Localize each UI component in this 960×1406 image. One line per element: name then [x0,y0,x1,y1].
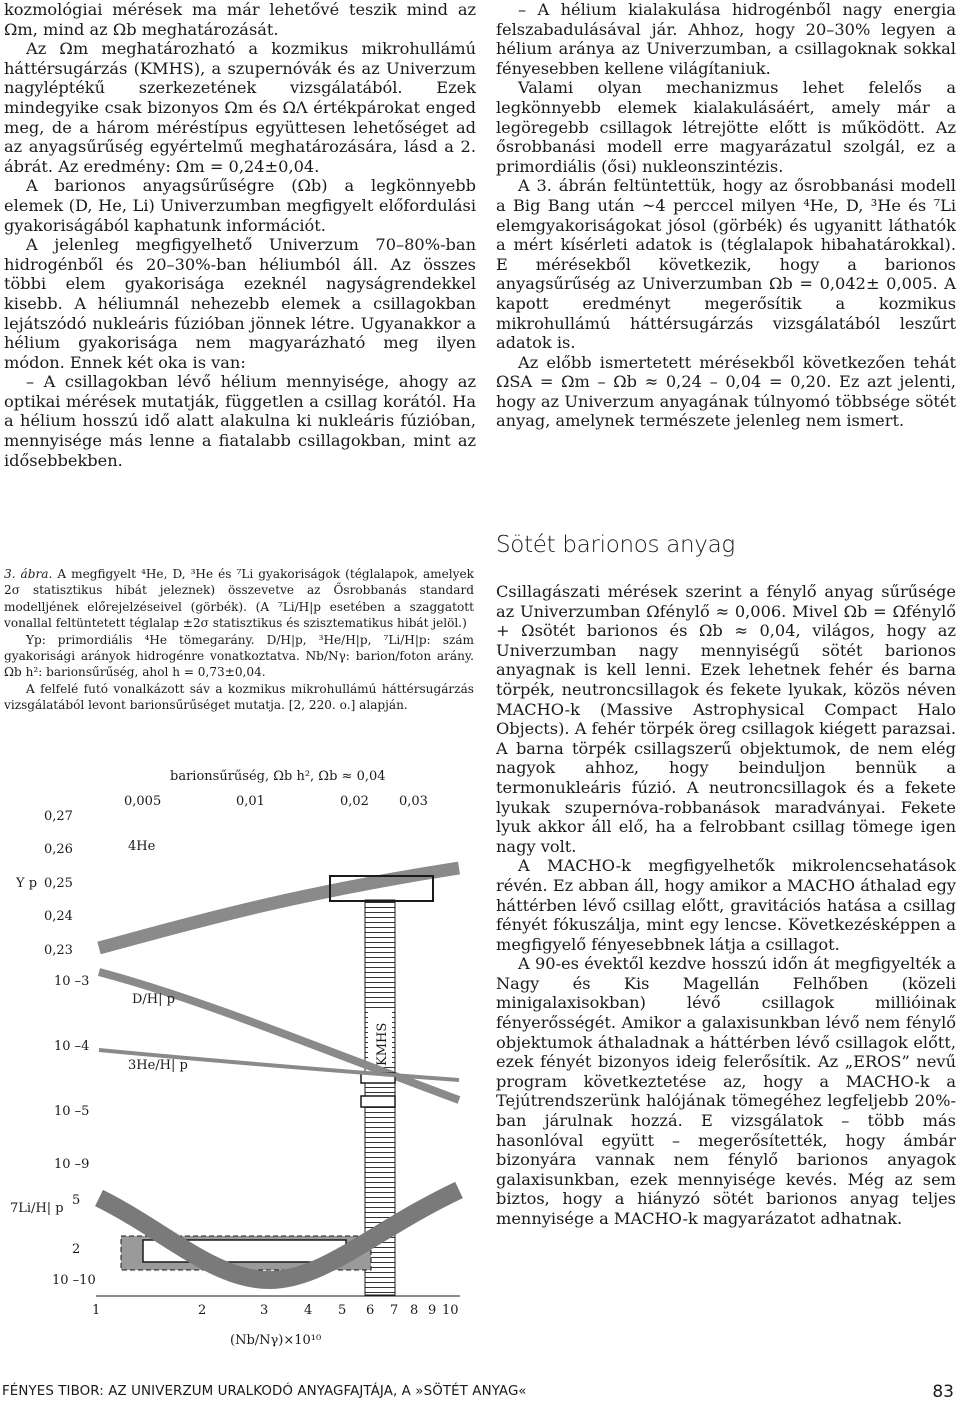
x-tick: 8 [410,1303,419,1318]
log-tick: 10 –9 [54,1157,90,1172]
log-tick: 10 –4 [54,1039,90,1054]
caption-text-1: A megfigyelt ⁴He, D, ³He és ⁷Li gyakoriságok (téglalapok, amelyek 2σ statisztikus hibát jeleznek) összevetve az Ősrobbanás standard modelljének előrejelzéseivel (görbék). (A ⁷Li/H|p esetében a szaggatott vonallal feltüntetett téglalap ±2σ statisztikus és szisztematikus hibát jelöl.) [4,567,474,631]
top-tick: 0,01 [236,794,265,809]
caption-paragraph-2: Yp: primordiális ⁴He tömegarány. D/H|p, ³He/H|p, ⁷Li/H|p: szám gyakorisági arányok hidrogénre vonatkoztatva. Nb/Nγ: barion/foton arány. Ωb h²: barionsűrűség, ahol h = 0,73±0,04. [4,632,474,680]
li-tick: 5 [72,1193,81,1208]
caption-label: 3. ábra. [4,567,53,581]
right-column-section [496,582,956,1229]
caption-paragraph-3: A felfelé futó vonalkázott sáv a kozmikus mikrohullámú háttérsugárzás vizsgálatából levont barionsűrűséget mutatja. [2, 220. o.] alapján. [4,681,474,713]
x-tick: 3 [260,1303,269,1318]
yp-tick: 0,25 [44,876,73,891]
paragraph: kozmológiai mérések ma már lehetővé teszik mind az Ωm, mind az Ωb meghatározását. [4,0,476,39]
x-tick: 7 [390,1303,399,1318]
x-tick: 4 [304,1303,313,1318]
right-column [496,0,956,431]
he4-label: 4He [128,839,156,854]
top-axis-ticks [124,794,428,809]
yp-tick: 0,24 [44,909,73,924]
paragraph: – A csillagokban lévő hélium mennyisége, ahogy az optikai mérések mutatják, független a csillag korától. Ha a hélium hosszú idő alatt alakulna ki nukleáris fúzióban, mennyisége más lenne a fiatalabb csillagokban, mint az idősebbekben. [4,372,476,470]
top-tick: 0,02 [340,794,369,809]
x-axis-label: (Nb/Nγ)×10¹⁰ [230,1333,322,1348]
x-tick: 1 [92,1303,101,1318]
top-tick: 0,005 [124,794,162,809]
paragraph: – A hélium kialakulása hidrogénből nagy energia felszabadulásával jár. Ahhoz, hogy 20–30% legyen a hélium aránya az Univerzumban, a csillagoknak sokkal fényesebben kellene világítaniuk. [496,0,956,78]
yp-tick: 0,26 [44,842,73,857]
li-tick: 2 [72,1242,81,1257]
paragraph: A barionos anyagsűrűségre (Ωb) a legkönnyebb elemek (D, He, Li) Univerzumban megfigyelt előfordulási gyakoriságából kaphatunk információt. [4,176,476,235]
figure-caption [4,566,474,714]
paragraph: Csillagászati mérések szerint a fénylő anyag sűrűsége az Univerzumban Ωfénylő ≈ 0,006. Mivel Ωb = Ωfénylő + Ωsötét barionos és Ωb ≈ 0,04, világos, hogy az Univerzumban nagy mennyiségű sötét barionos anyagnak is kell lenni. Ezek lehetnek fehér és barna törpék, neutroncsillagok és fekete lyukak, közös néven MACHO-k (Massive Astrophysical Compact Halo Objects). A fehér törpék öreg csillagok kiégett parazsai. A barna törpék csillagszerű objektumok, de nem elég nagyok ahhoz, hogy beinduljon bennük a termonukleáris fúzió. A neutroncsillagok és a fekete lyukak szupernóva-robbanások maradványai. Fekete lyuk akkor áll elő, ha a felrobbant csillag tömege igen nagy volt. [496,582,956,856]
he3-h-measurement-box [361,1096,395,1107]
paragraph: A jelenleg megfigyelhető Univerzum 70–80%-ban hidrogénből és 20–30%-ban héliumból áll. Az összes többi elem gyakorisága ezeknél nagyságrendekkel kisebb. A héliumnál nehezebb elemek a csillagokban lejátszódó nukleáris fúzióban jönnek létre. Ugyanakkor a hélium gyakorisága nem magyarázható meg ilyen módon. Ennek két oka is van: [4,235,476,372]
running-title: FÉNYES TIBOR: AZ UNIVERZUM URALKODÓ ANYAGFAJTÁJA, A »SÖTÉT ANYAG« [2,1384,527,1399]
yp-tick: 0,23 [44,943,73,958]
left-column [4,0,476,470]
section-body-text [496,582,956,1229]
paragraph: A 90-es évektől kezdve hosszú időn át megfigyelték a Nagy és Kis Magellán Felhőben (közeli minigalaxisokban) lévő csillagok millióinak fényerősségét. Amikor a galaxisunkban lévő nem fénylő objektumok áthaladnak a háttérben lévő csillagok előtt, ezek fényét bizonyos ideig felerősítik. Az „EROS” nevű program következtetése az, hogy a MACHO-k a Tejútrendszerünk halójának tömegéhez legfeljebb 20%-ban járulnak hozzá. E vizsgálatok – több más hasonlóval együtt – megerősítették, hogy ámbár bizonyára vannak nem fénylő barionos anyagok galaxisunkban, ezek mennyisége kevés. Még az sem biztos, hogy a hiányzó sötét barionos anyag teljes mennyisége a MACHO-k magyarázatot adhatnak. [496,954,956,1228]
right-body-text [496,0,956,431]
yp-axis [15,809,73,958]
log-tick: 10 –5 [54,1104,90,1119]
x-tick: 2 [198,1303,207,1318]
bbn-abundance-figure [4,760,474,1350]
d-h-label: D/H| p [132,992,175,1007]
log-tick: 10 –3 [54,974,90,989]
log-tick: 10 –10 [52,1273,96,1288]
x-tick: 6 [366,1303,375,1318]
top-tick: 0,03 [399,794,428,809]
top-axis-title: barionsűrűség, Ωb h², Ωb ≈ 0,04 [170,769,386,784]
section-title: Sötét barionos anyag [496,532,735,558]
x-axis-ticks [92,1303,459,1318]
page-number: 83 [932,1382,954,1402]
page-footer [0,1384,960,1406]
paragraph: A MACHO-k megfigyelhetők mikrolencsehatások révén. Ez abban áll, hogy amikor a MACHO áthalad egy háttérben lévő csillag előtt, gravitációs hatása a csillag fényét fókuszálja, mint egy lencse. Következésképpen a megfigyelő fényesebbnek látja a csillagot. [496,856,956,954]
left-body-text [4,0,476,470]
li-label: 7Li/H| p [10,1201,64,1216]
cmb-band-label: KMHS [375,1022,390,1066]
x-tick: 9 [428,1303,437,1318]
paragraph: Az Ωm meghatározható a kozmikus mikrohullámú háttérsugárzás (KMHS), a szupernóvák és az Univerzum nagyléptékű szerkezetének vizsgálatából. Ezek mindegyike csak bizonyos Ωm és ΩΛ értékpárokat enged meg, de a három méréstípus együttesen lehetőséget ad az anyagsűrűség egyértelmű meghatározására, lásd a 2. ábrát. Az eredmény: Ωm = 0,24±0,04. [4,39,476,176]
paragraph: Valami olyan mechanizmus lehet felelős a legkönnyebb elemek kialakulásáért, amely már a legöregebb csillagok létrejötte előtt is működött. Az ősrobbanási modell erre magyarázatul szolgál, ez a primordiális (ősi) nukleonszintézis. [496,78,956,176]
he4-curve [99,868,459,948]
he3-h-label: 3He/H| p [128,1058,188,1073]
log-axis [10,974,96,1288]
x-tick: 10 [442,1303,459,1318]
paragraph: A 3. ábrán feltüntettük, hogy az ősrobbanási modell a Big Bang után ~4 perccel milyen ⁴He, D, ³He és ⁷Li elemgyakoriságokat jósol (görbék) és ugyanitt láthatók a mért kísérleti adatok is (téglalapok hibahatárokkal). E mérésekből következik, hogy a barionos anyagsűrűség az Univerzumban Ωb = 0,042± 0,005. A kapott eredményt megerősítik a kozmikus mikrohullámú háttérsugárzás vizsgálatából leszűrt adatok is. [496,176,956,353]
caption-paragraph-1 [4,566,474,632]
x-tick: 5 [338,1303,347,1318]
yp-label: Y p [16,876,38,891]
yp-tick: 0,27 [44,809,73,824]
paragraph: Az előbb ismertetett mérésekből következően tehát ΩSA = Ωm – Ωb ≈ 0,24 – 0,04 = 0,20. Ez azt jelenti, hogy az Univerzum anyagának túlnyomó többsége sötét anyag, amelynek természete jelenleg nem ismert. [496,352,956,431]
